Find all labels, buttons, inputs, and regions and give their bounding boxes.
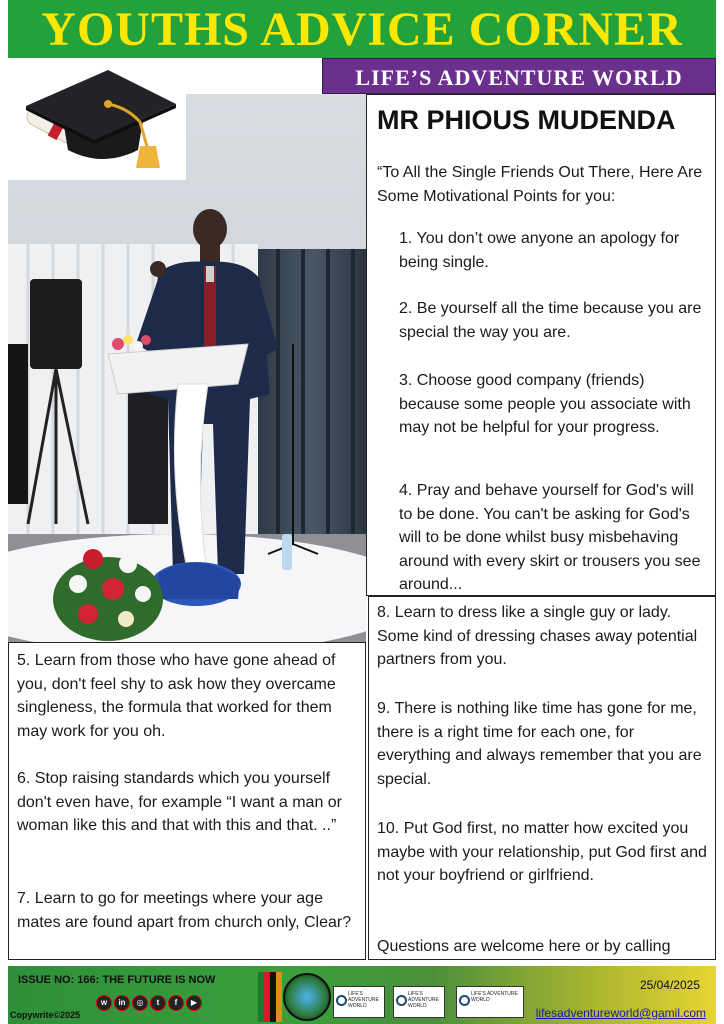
author-name: MR PHIOUS MUDENDA [377,105,676,135]
partner-logo-3: LIFE'S ADVENTURE WORLD [456,986,524,1018]
article-card-top [366,94,716,596]
linkedin-icon[interactable]: in [114,995,130,1011]
point-7: 7. Learn to go for meetings where your age mates are found apart from church only, Clear? [17,890,352,931]
instagram-icon[interactable]: ◎ [132,995,148,1011]
point-6: 6. Stop raising standards which you yourself don't even have, for example “I want a man or woman like this and that with this and that. ..” [17,770,343,834]
twitter-icon[interactable]: t [150,995,166,1011]
article-card-left [8,642,366,960]
issue-date: 25/04/2025 [639,978,700,992]
lifes-adventure-world-logo [283,973,331,1021]
point-1: 1. You don’t owe anyone an apology for being single. [399,230,680,271]
point-2: 2. Be yourself all the time because you are special the way you are. [399,300,702,341]
point-5: 5. Learn from those who have gone ahead of you, don't feel shy to ask how they overcame singleness, the formula that worked for them may work for you oh. [17,652,336,740]
facebook-icon[interactable]: f [168,995,184,1011]
copyright-text: Copywrite©2025 [10,1010,81,1020]
youtube-icon[interactable]: ▶ [186,995,202,1011]
contact-email[interactable]: lifesadventureworld@gamil.com [535,1006,706,1020]
intro-text: “To All the Single Friends Out There, Here Are Some Motivational Points for you: [377,164,703,205]
page-title: YOUTHS ADVICE CORNER [41,3,683,56]
partner-logo-1: LIFE'S ADVENTURE WORLD [333,986,385,1018]
point-3: 3. Choose good company (friends) because some people you associate with may not be helpful for your progress. [399,372,691,436]
social-icons [96,995,202,1011]
point-8: 8. Learn to dress like a single guy or lady. Some kind of dressing chases away potential partners from you. [377,604,698,668]
partner-logo-2: LIFE'S ADVENTURE WORLD [393,986,445,1018]
whatsapp-icon[interactable]: w [96,995,112,1011]
footer-bar [8,966,716,1024]
point-4: 4. Pray and behave yourself for God's will to be done. You can't be asking for God's will to be done whilst busy misbehaving around with every skirt or trousers you see around... [399,482,701,593]
closing-text: Questions are welcome here or by calling [377,938,671,955]
point-9: 9. There is nothing like time has gone for me, there is a right time for each one, for everything and always remember that you are special. [377,700,702,788]
point-10: 10. Put God first, no matter how excited you maybe with your relationship, put God first and not your boyfriend or girlfriend. [377,820,707,884]
article-card-bottom [368,596,716,960]
zambia-flag-stripes [258,972,282,1022]
title-banner [8,0,716,58]
page-subtitle: LIFE’S ADVENTURE WORLD [355,65,683,90]
issue-number: ISSUE NO: 166: THE FUTURE IS NOW [18,974,216,986]
subtitle-banner [322,58,716,94]
graduation-cap-image [8,58,186,180]
